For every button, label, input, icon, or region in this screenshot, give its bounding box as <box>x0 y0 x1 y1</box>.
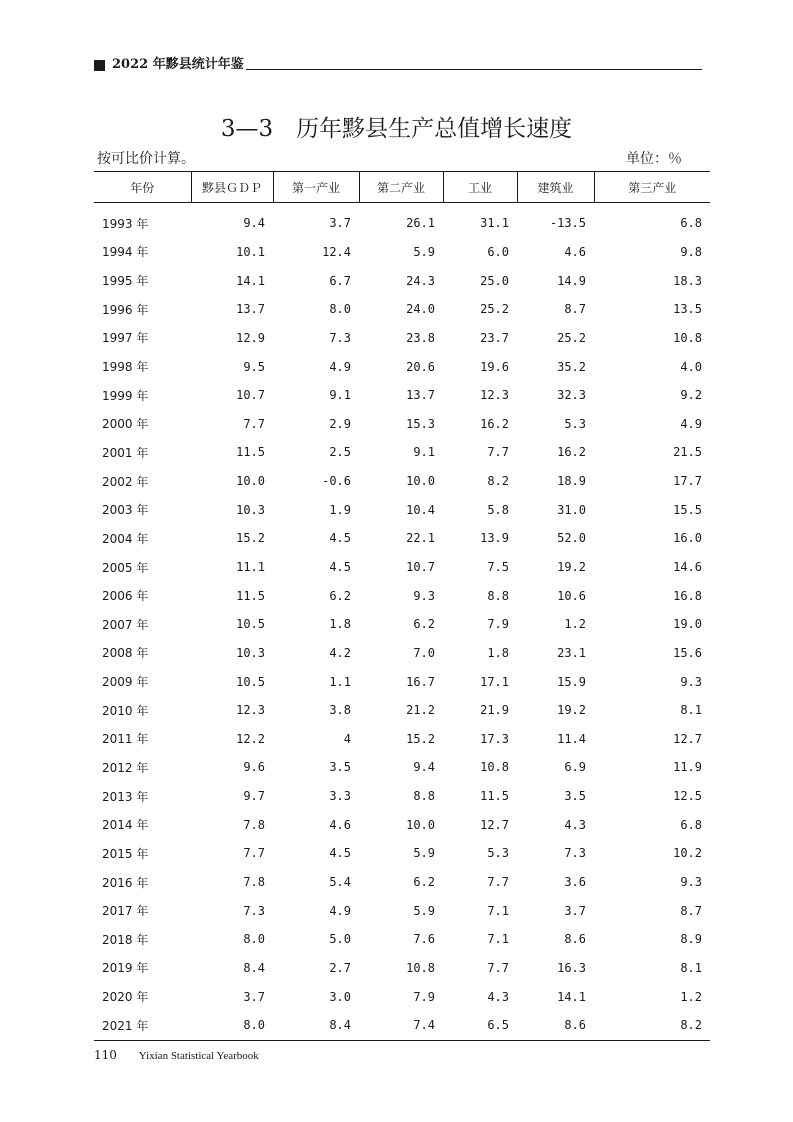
page-footer <box>94 1047 259 1064</box>
value-cell: 2.9 <box>329 416 351 431</box>
value-cell: 9.4 <box>413 760 435 775</box>
value-cell: 3.3 <box>329 789 351 804</box>
value-cell: 2.5 <box>329 445 351 460</box>
year-cell: 2020 年 <box>102 990 149 1005</box>
value-cell: -0.6 <box>322 474 351 489</box>
year-cell: 1995 年 <box>102 274 149 289</box>
value-cell: 9.1 <box>329 388 351 403</box>
value-cell: 5.3 <box>487 846 509 861</box>
value-cell: 12.3 <box>480 388 509 403</box>
year-cell: 2004 年 <box>102 531 149 546</box>
value-cell: 6.0 <box>487 244 509 259</box>
table-row <box>94 954 710 983</box>
table-row <box>94 266 710 295</box>
year-cell: 2008 年 <box>102 646 149 661</box>
value-cell: 31.0 <box>557 502 586 517</box>
year-cell: 2000 年 <box>102 417 149 432</box>
value-cell: 5.4 <box>329 875 351 890</box>
value-cell: 9.5 <box>243 359 265 374</box>
year-cell: 2013 年 <box>102 789 149 804</box>
value-cell: 10.0 <box>236 474 265 489</box>
table-row <box>94 896 710 925</box>
value-cell: 11.9 <box>673 760 702 775</box>
table-row <box>94 667 710 696</box>
value-cell: 15.2 <box>406 731 435 746</box>
value-cell: 8.7 <box>680 903 702 918</box>
value-cell: 17.3 <box>480 731 509 746</box>
value-cell: 17.1 <box>480 674 509 689</box>
value-cell: 9.1 <box>413 445 435 460</box>
value-cell: 6.2 <box>413 875 435 890</box>
year-cell: 2007 年 <box>102 617 149 632</box>
value-cell: 3.8 <box>329 703 351 718</box>
value-cell: 9.8 <box>680 244 702 259</box>
header-square-icon <box>94 60 105 71</box>
table-row <box>94 725 710 754</box>
value-cell: 1.1 <box>329 674 351 689</box>
value-cell: 7.6 <box>413 932 435 947</box>
value-cell: 19.6 <box>480 359 509 374</box>
table-row <box>94 782 710 811</box>
value-cell: 4.5 <box>329 531 351 546</box>
value-cell: 9.4 <box>243 216 265 231</box>
value-cell: 7.7 <box>243 846 265 861</box>
value-cell: 15.3 <box>406 416 435 431</box>
value-cell: 10.2 <box>673 846 702 861</box>
value-cell: 7.8 <box>243 817 265 832</box>
value-cell: 11.1 <box>236 560 265 574</box>
table-row <box>94 982 710 1011</box>
year-cell: 2009 年 <box>102 675 149 690</box>
value-cell: 4.6 <box>564 244 586 259</box>
value-cell: 16.8 <box>673 588 702 603</box>
value-cell: 2.7 <box>329 960 351 975</box>
value-cell: 5.3 <box>564 416 586 431</box>
column-header: 第二产业 <box>359 172 443 203</box>
table-header <box>94 172 710 203</box>
value-cell: 8.2 <box>487 474 509 489</box>
value-cell: 16.0 <box>673 531 702 546</box>
value-cell: 3.7 <box>564 903 586 918</box>
value-cell: 15.9 <box>557 674 586 689</box>
year-cell: 1997 年 <box>102 331 149 346</box>
value-cell: 16.7 <box>406 674 435 689</box>
value-cell: 4.9 <box>329 903 351 918</box>
value-cell: 8.9 <box>680 932 702 947</box>
value-cell: 1.2 <box>680 989 702 1004</box>
value-cell: 24.0 <box>406 302 435 317</box>
value-cell: 4.5 <box>329 846 351 861</box>
value-cell: 10.1 <box>236 244 265 259</box>
value-cell: 8.6 <box>564 932 586 947</box>
column-header: 年份 <box>94 172 191 203</box>
value-cell: 6.8 <box>680 216 702 231</box>
table-row <box>94 639 710 668</box>
value-cell: 3.6 <box>564 875 586 890</box>
value-cell: 15.6 <box>673 645 702 660</box>
value-cell: 7.5 <box>487 560 509 574</box>
value-cell: 9.3 <box>680 875 702 890</box>
value-cell: 14.6 <box>673 560 702 574</box>
value-cell: 31.1 <box>480 216 509 231</box>
table-row <box>94 524 710 553</box>
value-cell: 8.7 <box>564 302 586 317</box>
value-cell: 24.3 <box>406 273 435 288</box>
value-cell: 1.8 <box>487 645 509 660</box>
value-cell: 12.7 <box>673 731 702 746</box>
value-cell: 13.5 <box>673 302 702 317</box>
table-row <box>94 324 710 353</box>
table-row <box>94 810 710 839</box>
value-cell: 12.7 <box>480 817 509 832</box>
value-cell: 5.8 <box>487 502 509 517</box>
column-header: 第三产业 <box>594 172 710 203</box>
value-cell: 16.3 <box>557 960 586 975</box>
value-cell: 15.5 <box>673 502 702 517</box>
value-cell: 8.1 <box>680 960 702 975</box>
header-rule <box>246 69 702 70</box>
value-cell: 4.3 <box>487 989 509 1004</box>
value-cell: 4.0 <box>680 359 702 374</box>
value-cell: 20.6 <box>406 359 435 374</box>
value-cell: 8.8 <box>487 588 509 603</box>
value-cell: 10.3 <box>236 645 265 660</box>
table-row <box>94 295 710 324</box>
value-cell: 25.2 <box>557 330 586 345</box>
value-cell: 10.3 <box>236 502 265 517</box>
year-cell: 2003 年 <box>102 503 149 518</box>
value-cell: 23.1 <box>557 645 586 660</box>
value-cell: 10.5 <box>236 617 265 632</box>
value-cell: 1.2 <box>564 617 586 632</box>
value-cell: 4.2 <box>329 645 351 660</box>
value-cell: 8.0 <box>329 302 351 317</box>
table-row <box>94 1011 710 1040</box>
year-cell: 2002 年 <box>102 474 149 489</box>
value-cell: 25.2 <box>480 302 509 317</box>
value-cell: 7.1 <box>487 903 509 918</box>
column-header: 工业 <box>443 172 517 203</box>
column-header: 建筑业 <box>517 172 594 203</box>
value-cell: 10.7 <box>236 388 265 403</box>
year-cell: 2014 年 <box>102 818 149 833</box>
value-cell: 8.4 <box>243 960 265 975</box>
value-cell: 4.9 <box>329 359 351 374</box>
value-cell: 7.9 <box>487 617 509 632</box>
value-cell: 14.1 <box>236 273 265 288</box>
value-cell: 1.9 <box>329 502 351 517</box>
value-cell: 9.3 <box>413 588 435 603</box>
value-cell: 5.9 <box>413 244 435 259</box>
value-cell: 26.1 <box>406 216 435 231</box>
table-note: 按可比价计算。 <box>97 151 195 167</box>
value-cell: 11.5 <box>236 445 265 460</box>
value-cell: 11.5 <box>480 789 509 804</box>
value-cell: 7.7 <box>243 416 265 431</box>
value-cell: 4.9 <box>680 416 702 431</box>
value-cell: 1.8 <box>329 617 351 632</box>
value-cell: 8.6 <box>517 1011 594 1040</box>
value-cell: 6.2 <box>413 617 435 632</box>
year-cell: 2017 年 <box>102 904 149 919</box>
value-cell: 9.6 <box>243 760 265 775</box>
value-cell: 4.3 <box>564 817 586 832</box>
value-cell: 3.7 <box>329 216 351 231</box>
value-cell: 19.0 <box>673 617 702 632</box>
value-cell: 21.9 <box>480 703 509 718</box>
table-row <box>94 352 710 381</box>
value-cell: 7.0 <box>413 645 435 660</box>
value-cell: 15.2 <box>236 531 265 546</box>
value-cell: 10.8 <box>406 960 435 975</box>
table-row <box>94 203 710 238</box>
value-cell: 16.2 <box>480 416 509 431</box>
value-cell: 52.0 <box>557 531 586 546</box>
value-cell: 3.7 <box>243 989 265 1004</box>
year-cell: 2001 年 <box>102 445 149 460</box>
value-cell: 6.8 <box>680 817 702 832</box>
value-cell: 9.2 <box>680 388 702 403</box>
value-cell: 12.9 <box>236 330 265 345</box>
year-cell: 1993 年 <box>102 216 149 231</box>
year-cell: 2016 年 <box>102 875 149 890</box>
value-cell: 4.6 <box>329 817 351 832</box>
running-header <box>94 56 702 76</box>
value-cell: 12.3 <box>236 703 265 718</box>
value-cell: 3.0 <box>329 989 351 1004</box>
value-cell: 7.3 <box>243 903 265 918</box>
value-cell: 8.0 <box>243 932 265 947</box>
value-cell: 9.3 <box>680 674 702 689</box>
value-cell: -13.5 <box>549 216 586 231</box>
year-cell: 2021 年 <box>94 1011 191 1040</box>
value-cell: 6.9 <box>564 760 586 775</box>
year-cell: 1998 年 <box>102 360 149 375</box>
value-cell: 8.2 <box>594 1011 710 1040</box>
table-row <box>94 581 710 610</box>
value-cell: 6.2 <box>329 588 351 603</box>
header-row <box>94 172 710 203</box>
value-cell: 14.1 <box>557 989 586 1004</box>
value-cell: 9.7 <box>243 789 265 804</box>
table-row <box>94 925 710 954</box>
table-row <box>94 753 710 782</box>
year-cell: 1999 年 <box>102 388 149 403</box>
value-cell: 13.9 <box>480 531 509 546</box>
year-cell: 2019 年 <box>102 961 149 976</box>
value-cell: 10.6 <box>557 588 586 603</box>
value-cell: 5.9 <box>413 846 435 861</box>
value-cell: 12.4 <box>322 244 351 259</box>
value-cell: 10.0 <box>406 817 435 832</box>
value-cell: 35.2 <box>557 359 586 374</box>
value-cell: 18.3 <box>673 273 702 288</box>
year-cell: 2006 年 <box>102 589 149 604</box>
year-cell: 2012 年 <box>102 760 149 775</box>
year-cell: 2015 年 <box>102 846 149 861</box>
value-cell: 10.7 <box>406 560 435 574</box>
value-cell: 10.8 <box>480 760 509 775</box>
value-cell: 13.7 <box>236 302 265 317</box>
table-body <box>94 203 710 1041</box>
value-cell: 10.8 <box>673 330 702 345</box>
value-cell: 22.1 <box>406 531 435 546</box>
value-cell: 4.5 <box>329 560 351 574</box>
value-cell: 23.8 <box>406 330 435 345</box>
table-row <box>94 610 710 639</box>
table-unit: 单位：％ <box>626 151 682 167</box>
value-cell: 25.0 <box>480 273 509 288</box>
year-cell: 2018 年 <box>102 932 149 947</box>
year-cell: 2005 年 <box>102 560 149 575</box>
value-cell: 12.2 <box>236 731 265 746</box>
year-cell: 2010 年 <box>102 703 149 718</box>
value-cell: 7.9 <box>413 989 435 1004</box>
value-cell: 5.0 <box>329 932 351 947</box>
value-cell: 8.0 <box>191 1011 273 1040</box>
value-cell: 7.4 <box>359 1011 443 1040</box>
table-row <box>94 868 710 897</box>
value-cell: 8.1 <box>680 703 702 718</box>
value-cell: 19.2 <box>557 560 586 574</box>
table-row <box>94 409 710 438</box>
value-cell: 6.7 <box>329 273 351 288</box>
value-cell: 12.5 <box>673 789 702 804</box>
growth-rate-table <box>94 171 710 1041</box>
table-row <box>94 438 710 467</box>
year-cell: 1996 年 <box>102 302 149 317</box>
column-header: 第一产业 <box>273 172 359 203</box>
table-row <box>94 238 710 267</box>
header-title: 2022 年黟县统计年鉴 <box>112 57 244 72</box>
table-row <box>94 553 710 582</box>
value-cell: 7.7 <box>487 960 509 975</box>
year-cell: 2011 年 <box>102 732 149 747</box>
value-cell: 7.8 <box>243 875 265 890</box>
value-cell: 17.7 <box>673 474 702 489</box>
value-cell: 11.4 <box>557 731 586 746</box>
value-cell: 3.5 <box>329 760 351 775</box>
value-cell: 23.7 <box>480 330 509 345</box>
value-cell: 21.2 <box>406 703 435 718</box>
table-row <box>94 839 710 868</box>
table-row <box>94 381 710 410</box>
year-cell: 1994 年 <box>102 245 149 260</box>
value-cell: 7.7 <box>487 875 509 890</box>
value-cell: 7.1 <box>487 932 509 947</box>
value-cell: 13.7 <box>406 388 435 403</box>
value-cell: 11.5 <box>236 588 265 603</box>
table-row <box>94 696 710 725</box>
value-cell: 7.3 <box>564 846 586 861</box>
table-title: 3—3 历年黟县生产总值增长速度 <box>220 116 573 142</box>
value-cell: 4 <box>343 731 351 746</box>
value-cell: 5.9 <box>413 903 435 918</box>
value-cell: 10.4 <box>406 502 435 517</box>
value-cell: 8.8 <box>413 789 435 804</box>
value-cell: 14.9 <box>557 273 586 288</box>
value-cell: 8.4 <box>273 1011 359 1040</box>
value-cell: 19.2 <box>557 703 586 718</box>
value-cell: 10.0 <box>406 474 435 489</box>
value-cell: 32.3 <box>557 388 586 403</box>
value-cell: 6.5 <box>443 1011 517 1040</box>
value-cell: 21.5 <box>673 445 702 460</box>
page-number: 110 <box>94 1048 117 1062</box>
value-cell: 7.7 <box>487 445 509 460</box>
value-cell: 18.9 <box>557 474 586 489</box>
value-cell: 3.5 <box>564 789 586 804</box>
column-header: 黟县ＧＤＰ <box>191 172 273 203</box>
footer-text: Yixian Statistical Yearbook <box>138 1050 259 1062</box>
value-cell: 10.5 <box>236 674 265 689</box>
value-cell: 16.2 <box>557 445 586 460</box>
value-cell: 7.3 <box>329 330 351 345</box>
table-row <box>94 467 710 496</box>
table-row <box>94 495 710 524</box>
